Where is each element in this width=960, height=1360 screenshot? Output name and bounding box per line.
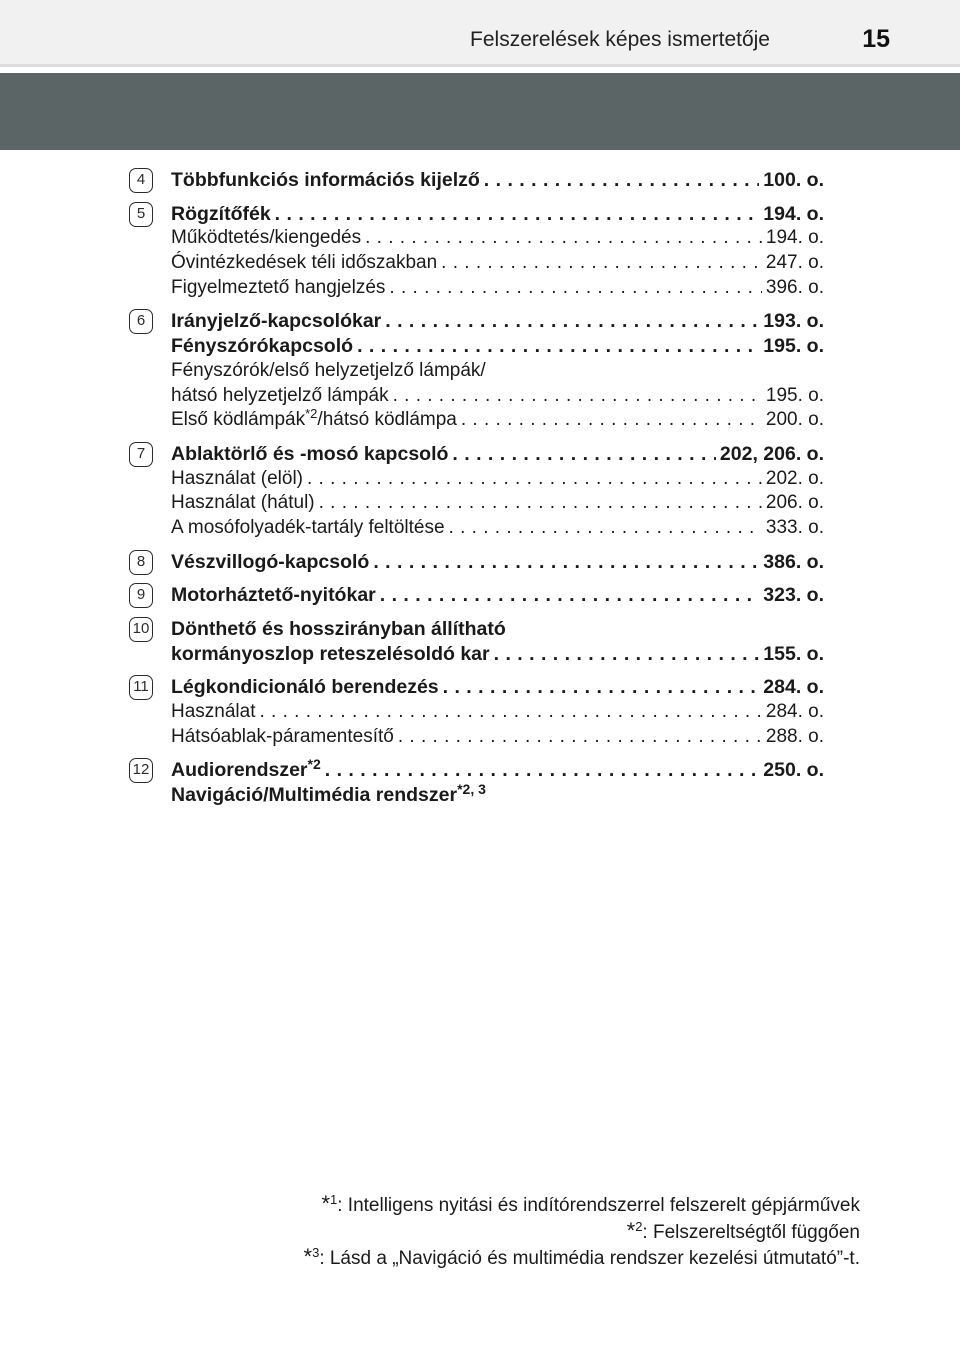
section-number-badge: 7 — [129, 442, 153, 467]
toc-entry[interactable] — [171, 675, 824, 700]
toc-page-ref: 323. o. — [763, 584, 824, 607]
toc-entry-label: Vészvillogó-kapcsoló — [171, 550, 370, 573]
dot-leader — [325, 758, 760, 783]
toc-page-ref: 194. o. — [763, 202, 824, 225]
footnote — [304, 1245, 860, 1272]
footnote-text: : Lásd a „Navigáció és multimédia rendszer kezelési útmutató”-t. — [319, 1248, 860, 1270]
toc-entry[interactable] — [171, 334, 824, 359]
dot-leader — [441, 251, 762, 276]
toc-entry[interactable] — [171, 583, 824, 608]
footnote-marker: *2 — [307, 756, 321, 773]
toc-section — [130, 202, 824, 301]
toc-entry-label: Dönthető és hosszirányban állítható — [171, 618, 506, 640]
toc-entry-label: Audiorendszer$^{*2}$ — [171, 756, 321, 782]
footnote-number: 1 — [330, 1192, 338, 1207]
toc-page-ref: 200. o. — [765, 409, 824, 431]
toc-entry[interactable] — [171, 550, 824, 575]
toc-section — [130, 583, 824, 608]
footnote-marker: *2 — [305, 406, 318, 422]
toc-page-ref: 193. o. — [763, 310, 824, 333]
toc-section — [130, 617, 824, 666]
toc-section — [130, 675, 824, 749]
footnote — [304, 1219, 860, 1246]
toc-entry[interactable] — [171, 309, 824, 334]
toc-page-ref: 194. o. — [765, 227, 824, 249]
toc-entry-label: Fényszórók/első helyzetjelző lámpák/ — [171, 359, 486, 381]
footnote-number: 3 — [312, 1245, 320, 1261]
toc-entry-label: Rögzítőfék — [171, 202, 271, 225]
toc-entry[interactable] — [171, 642, 824, 667]
toc-entry-label: Óvintézkedések téli időszakban — [171, 252, 438, 274]
section-number-badge: 9 — [129, 583, 153, 608]
toc-entry-label: kormányoszlop reteszelésoldó kar — [171, 642, 490, 665]
toc-section — [130, 168, 824, 193]
toc-page-ref: 206. o. — [765, 492, 824, 514]
dot-leader — [449, 516, 762, 541]
dot-leader — [452, 442, 716, 467]
dot-leader — [461, 408, 762, 433]
dot-leader — [443, 675, 760, 700]
dot-leader — [319, 491, 762, 516]
toc-subentry[interactable] — [171, 700, 824, 725]
toc-subentry[interactable] — [171, 384, 824, 409]
footnote-text: : Felszereltségtől függően — [642, 1221, 860, 1243]
toc-entry-label: Irányjelző-kapcsolókar — [171, 310, 382, 333]
toc-subentry[interactable] — [171, 408, 824, 433]
toc-page-ref: 396. o. — [765, 276, 824, 298]
toc-section — [130, 442, 824, 541]
toc-subentry[interactable] — [171, 467, 824, 492]
footnote — [304, 1192, 860, 1219]
section-number-badge: 10 — [129, 617, 153, 642]
section-number-badge: 5 — [129, 202, 153, 227]
toc-entry[interactable] — [171, 442, 824, 467]
toc-page-ref: 195. o. — [765, 384, 824, 406]
section-number-badge: 12 — [129, 758, 153, 783]
toc-entry[interactable] — [171, 758, 824, 783]
section-number-badge: 8 — [129, 550, 153, 575]
toc-entry[interactable] — [171, 168, 824, 193]
toc-entry-label: A mosófolyadék-tartály feltöltése — [171, 516, 445, 538]
toc-subentry[interactable] — [171, 276, 824, 301]
toc-page-ref: 247. o. — [765, 252, 824, 274]
toc-subentry[interactable] — [171, 359, 824, 384]
toc-page-ref: 386. o. — [763, 550, 824, 573]
toc-entry-label: Első ködlámpák$^{*2}$/hátsó ködlámpa — [171, 406, 457, 431]
dot-leader — [389, 276, 762, 301]
toc-entry[interactable] — [171, 202, 824, 227]
toc-page-ref: 288. o. — [765, 725, 824, 747]
dot-leader — [385, 309, 759, 334]
toc-entry-label: Használat — [171, 701, 256, 723]
section-number-badge: 11 — [129, 675, 153, 700]
footnote-number: 2 — [635, 1218, 643, 1234]
toc-page-ref: 100. o. — [763, 169, 824, 191]
section-number-badge: 6 — [129, 309, 153, 334]
dot-leader — [393, 384, 762, 409]
toc-page-ref: 202, 206. o. — [719, 442, 824, 465]
toc-subentry[interactable] — [171, 491, 824, 516]
toc-entry[interactable] — [171, 783, 824, 808]
toc-subentry[interactable] — [171, 516, 824, 541]
toc-entry[interactable] — [171, 617, 824, 642]
section-number-badge: 4 — [129, 168, 153, 193]
toc-page-ref: 250. o. — [763, 759, 824, 782]
dot-leader — [357, 334, 759, 359]
dot-leader — [365, 226, 762, 251]
toc-entry-label: Többfunkciós információs kijelző — [171, 169, 480, 191]
dot-leader — [484, 168, 760, 193]
page-number: 15 — [862, 25, 890, 53]
toc-section — [130, 309, 824, 432]
toc-entry-label: Használat (hátul) — [171, 492, 315, 514]
dot-leader — [373, 550, 759, 575]
toc-section — [130, 550, 824, 575]
toc-subentry[interactable] — [171, 725, 824, 750]
header-title: Felszerelések képes ismertetője — [470, 28, 770, 51]
toc-entry-label: Működtetés/kiengedés — [171, 227, 362, 249]
footnotes — [304, 1192, 860, 1272]
dot-leader — [494, 642, 760, 667]
footnote-text: : Intelligens nyitási és indítórendszerrel felszerelt gépjárművek — [337, 1195, 860, 1216]
page-header — [0, 0, 960, 67]
toc-page-ref: 333. o. — [765, 516, 824, 538]
dot-leader — [307, 467, 762, 492]
toc-entry-label: Motorháztető-nyitókar — [171, 584, 376, 607]
toc-entry-label: Fényszórókapcsoló — [171, 335, 354, 358]
toc-page-ref: 202. o. — [765, 467, 824, 489]
toc-entry-label: Ablaktörlő és -mosó kapcsoló — [171, 442, 449, 465]
toc-section — [130, 758, 824, 807]
toc-entry-label: hátsó helyzetjelző lámpák — [171, 384, 389, 406]
asterisk-icon: * — [626, 1217, 636, 1243]
toc-page-ref: 284. o. — [763, 676, 824, 699]
header-band — [0, 73, 960, 150]
toc-entry-label: Hátsóablak-páramentesítő — [171, 725, 394, 747]
asterisk-icon: * — [321, 1191, 330, 1216]
toc-subentry[interactable] — [171, 251, 824, 276]
toc-page-ref: 155. o. — [763, 642, 824, 665]
dot-leader — [398, 725, 762, 750]
dot-leader — [260, 700, 762, 725]
footnote-marker: *2, 3 — [457, 781, 486, 798]
toc-subentry[interactable] — [171, 226, 824, 251]
dot-leader — [275, 202, 760, 227]
toc-page-ref: 284. o. — [765, 701, 824, 723]
asterisk-icon: * — [303, 1244, 313, 1270]
table-of-contents — [130, 168, 824, 817]
toc-entry-label: Légkondicionáló berendezés — [171, 676, 439, 699]
toc-entry-label: Navigáció/Multimédia rendszer$^{*2, 3}$ — [171, 781, 486, 807]
toc-page-ref: 195. o. — [763, 335, 824, 358]
dot-leader — [380, 583, 760, 608]
toc-entry-label: Figyelmeztető hangjelzés — [171, 276, 386, 298]
toc-entry-label: Használat (elöl) — [171, 467, 303, 489]
